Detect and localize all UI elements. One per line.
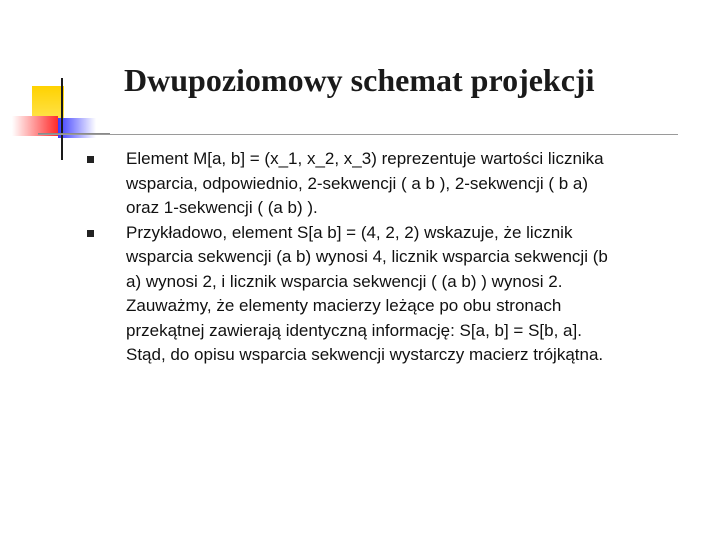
yellow-square	[32, 86, 64, 119]
bullet-text	[126, 221, 706, 368]
slide-title: Dwupoziomowy schemat projekcji	[124, 62, 595, 98]
bullet-line: Element M[a, b] = (x_1, x_2, x_3) reprezentuje wartości licznika	[126, 149, 604, 168]
bullet-line: oraz 1-sekwencji ( (a b) ).	[126, 198, 318, 217]
bullet-line: a) wynosi 2, i licznik wsparcia sekwencji ( (a b) ) wynosi 2.	[126, 271, 563, 291]
bullet-line: Zauważmy, że elementy macierzy leżące po obu stronach	[126, 296, 562, 315]
decorative-logo-squares	[0, 0, 110, 170]
vertical-line	[61, 78, 63, 160]
bullet-marker-icon	[87, 156, 94, 163]
bullet-list	[126, 147, 706, 368]
bullet-text	[126, 147, 706, 221]
bullet-line: Przykładowo, element S[a b] = (4, 2, 2) wskazuje, że licznik	[126, 222, 573, 242]
title-divider	[38, 134, 678, 135]
blue-gradient-bar	[58, 118, 96, 138]
bullet-item	[126, 147, 706, 221]
bullet-line: wsparcia, odpowiednio, 2-sekwencji ( a b ), 2-sekwencji ( b a)	[126, 173, 589, 193]
bullet-line: Stąd, do opisu wsparcia sekwencji wystarczy macierz trójkątna.	[126, 345, 604, 364]
bullet-item	[126, 221, 706, 368]
bullet-line: wsparcia sekwencji (a b) wynosi 4, licznik wsparcia sekwencji (b	[126, 247, 608, 266]
bullet-marker-icon	[87, 230, 94, 237]
bullet-line: przekątnej zawierają identyczną informację: S[a, b] = S[b, a].	[126, 320, 582, 340]
